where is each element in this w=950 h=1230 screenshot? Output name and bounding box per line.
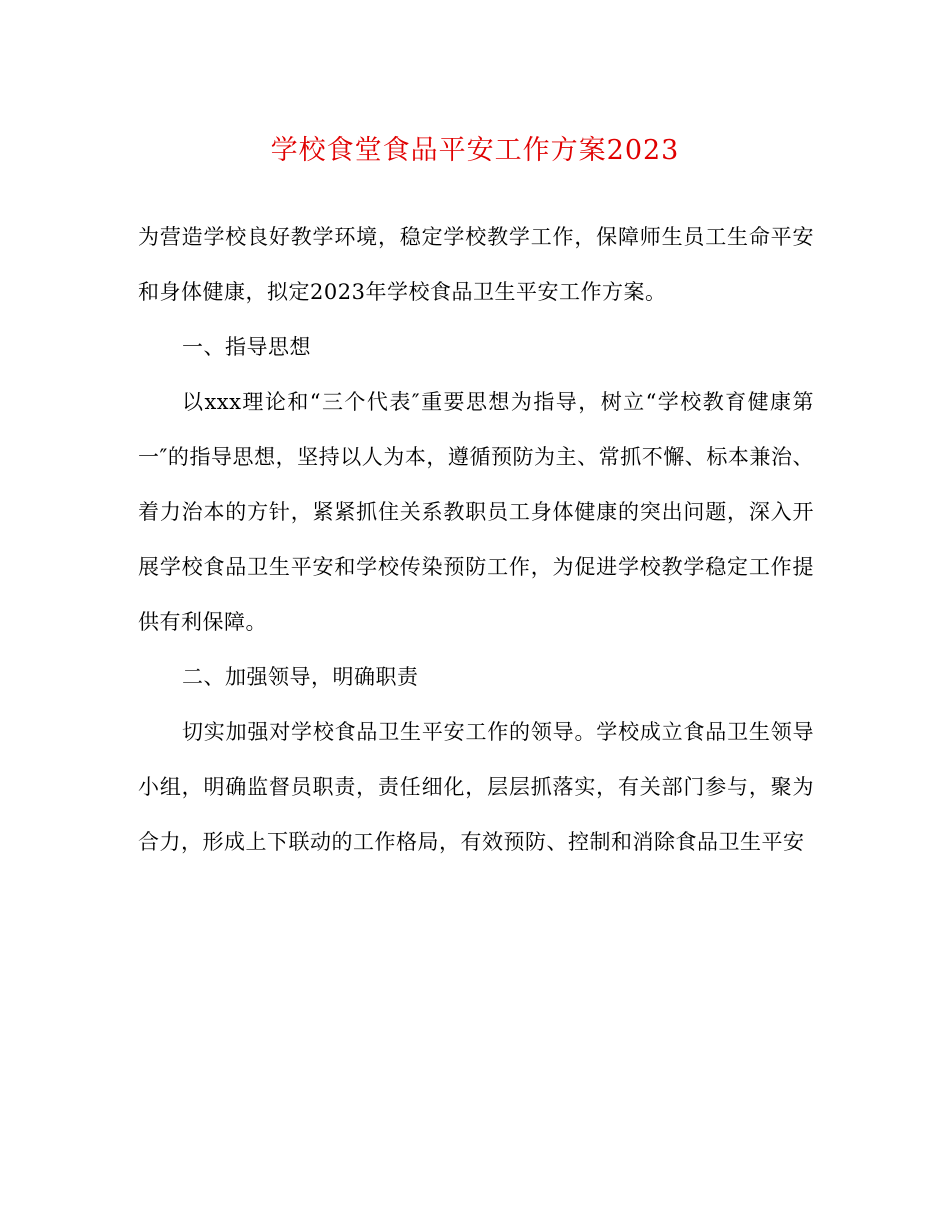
document-body: [138, 210, 814, 870]
paragraph-leadership-duties: 切实加强对学校食品卫生平安工作的领导。学校成立食品卫生领导小组，明确监督员职责，责任细化，层层抓落实，有关部门参与，聚为合力，形成上下联动的工作格局，有效预防、控制和消除食品卫生平安: [138, 720, 814, 854]
document-title: 学校食堂食品平安工作方案2023: [270, 135, 680, 166]
paragraph-intro: 为营造学校良好教学环境，稳定学校教学工作，保障师生员工生命平安和身体健康，拟定2023年学校食品卫生平安工作方案。: [138, 225, 814, 304]
heading-leadership-duties: 二、加强领导，明确职责: [182, 665, 419, 689]
heading-guiding-ideology: 一、指导思想: [182, 335, 311, 359]
paragraph-guiding-ideology: 以xxx理论和“三个代表″重要思想为指导，树立“学校教育健康第一″的指导思想，坚持以人为本，遵循预防为主、常抓不懈、标本兼治、着力治本的方针，紧紧抓住关系教职员工身体健康的突出问题，深入开展学校食品卫生平安和学校传染预防工作，为促进学校教学稳定工作提供有利保障。: [138, 390, 814, 634]
